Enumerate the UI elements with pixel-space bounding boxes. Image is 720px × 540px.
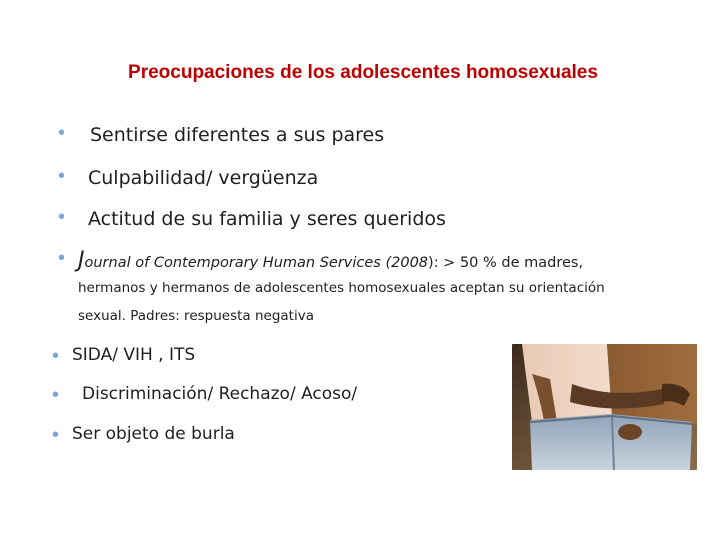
bullet-item-4-line-2: hermanos y hermanos de adolescentes homosexuales aceptan su orientación: [78, 280, 605, 296]
bullet-item-6: Discriminación/ Rechazo/ Acoso/: [82, 384, 358, 404]
photo-illustration: [512, 344, 697, 470]
slide-title: Preocupaciones de los adolescentes homosexuales: [128, 62, 598, 83]
bullet-icon: •: [58, 165, 66, 187]
source-stat: ): > 50 % de madres,: [428, 255, 584, 271]
bullet-item-5: SIDA/ VIH , ITS: [72, 345, 196, 365]
source-initial: J: [78, 248, 85, 273]
bullet-item-3: Actitud de su familia y seres queridos: [88, 208, 446, 230]
bullet-item-7: Ser objeto de burla: [72, 424, 235, 444]
bullet-item-2: Culpabilidad/ vergüenza: [88, 167, 319, 189]
bullet-icon: •: [52, 424, 60, 446]
bullet-item-4: [78, 248, 583, 273]
bullet-icon: •: [58, 122, 66, 144]
bullet-item-4-line-3: sexual. Padres: respuesta negativa: [78, 308, 314, 324]
bullet-icon: •: [58, 247, 66, 269]
source-journal: ournal of Contemporary Human Services (2008: [84, 255, 429, 271]
embracing-couple-photo: [512, 344, 697, 470]
bullet-icon: •: [52, 345, 60, 367]
bullet-icon: •: [58, 206, 66, 228]
bullet-item-1: Sentirse diferentes a sus pares: [90, 124, 385, 146]
bullet-icon: •: [52, 384, 60, 406]
